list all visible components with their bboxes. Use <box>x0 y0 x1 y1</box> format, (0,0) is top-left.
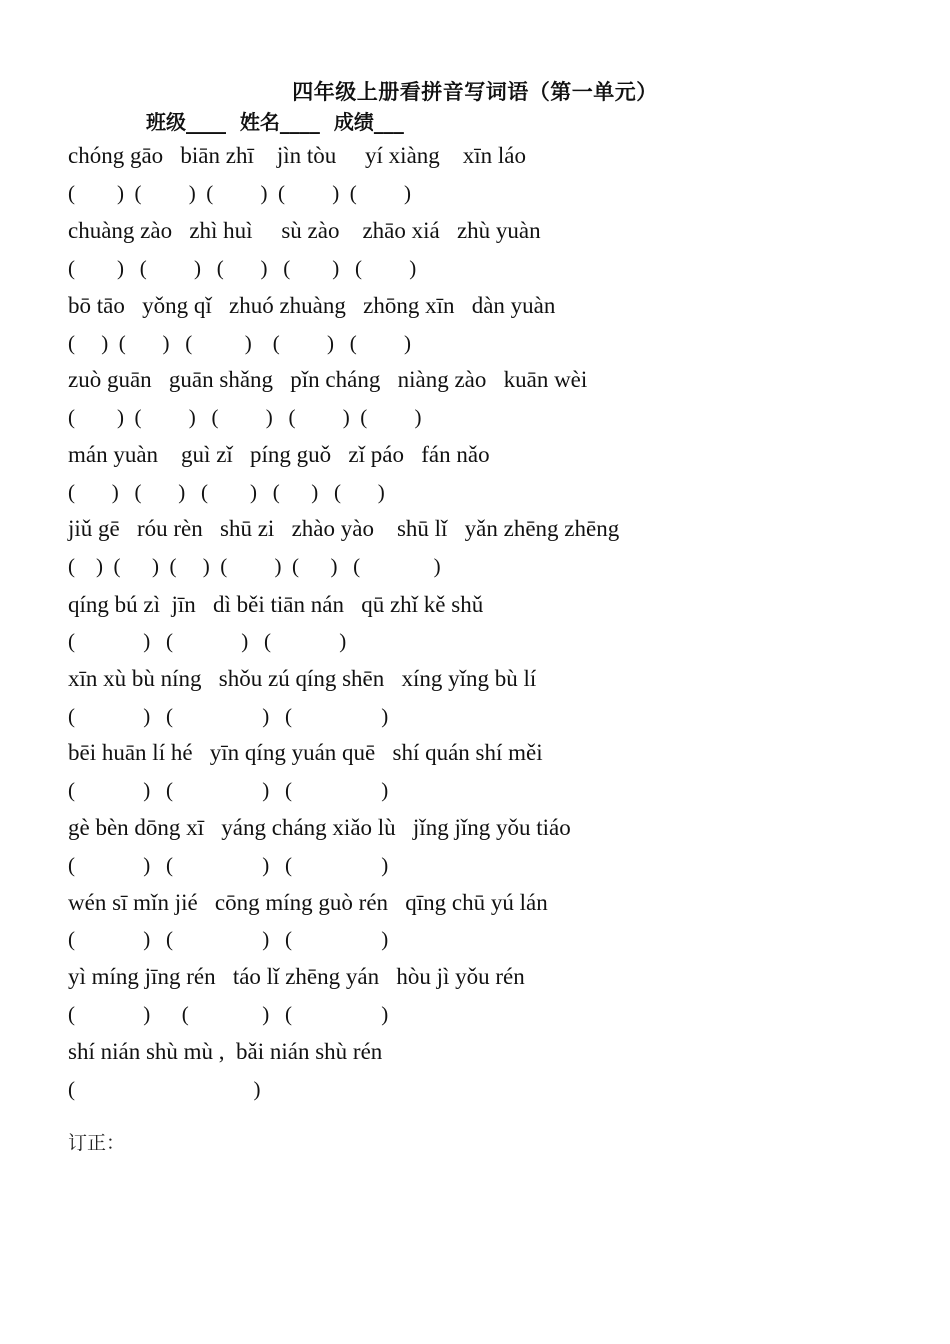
answer-blanks-1: ( ) ( ) ( ) ( ) ( ) <box>68 181 411 205</box>
answer-blanks-6: ( ) ( ) ( ) ( ) ( ) ( ) <box>68 554 441 578</box>
pinyin-line-7: qíng bú zì jīn dì běi tiān nán qū zhǐ kě shǔ <box>68 592 484 617</box>
answer-blanks-5: ( ) ( ) ( ) ( ) ( ) <box>68 480 385 504</box>
answer-blanks-4: ( ) ( ) ( ) ( ) ( ) <box>68 405 422 429</box>
pinyin-line-11: wén sī mǐn jié cōng míng guò rén qīng chū yú lán <box>68 890 548 915</box>
pinyin-line-12: yì míng jīng rén táo lǐ zhēng yán hòu jì yǒu rén <box>68 964 525 989</box>
answer-blanks-8: ( ) ( ) ( ) <box>68 704 389 728</box>
pinyin-line-6: jiǔ gē róu rèn shū zi zhào yào shū lǐ yǎn zhēng zhēng <box>68 516 620 541</box>
answer-blanks-2: ( ) ( ) ( ) ( ) ( ) <box>68 256 417 280</box>
pinyin-line-1: chóng gāo biān zhī jìn tòu yí xiàng xīn láo <box>68 143 527 168</box>
worksheet-title: 四年级上册看拼音写词语（第一单元） <box>292 80 658 104</box>
pinyin-line-13: shí nián shù mù , bǎi nián shù rén <box>68 1039 383 1064</box>
answer-blanks-7: ( ) ( ) ( ) <box>68 629 347 653</box>
pinyin-line-9: bēi huān lí hé yīn qíng yuán quē shí quán shí měi <box>68 740 543 765</box>
correction-label: 订正： <box>68 1132 126 1154</box>
pinyin-line-8: xīn xù bù níng shǒu zú qíng shēn xíng yǐng bù lí <box>68 666 537 691</box>
pinyin-line-5: mán yuàn guì zǐ píng guǒ zǐ páo fán nǎo <box>68 442 490 467</box>
answer-blanks-9: ( ) ( ) ( ) <box>68 778 389 802</box>
answer-blanks-13: ( ) <box>68 1077 261 1101</box>
answer-blanks-12: ( ) ( ) ( ) <box>68 1002 389 1026</box>
student-info-line: 班级____ 姓名____ 成绩___ <box>146 110 404 134</box>
pinyin-line-10: gè bèn dōng xī yáng cháng xiǎo lù jǐng jǐng yǒu tiáo <box>68 815 571 840</box>
answer-blanks-3: ( ) ( ) ( ) ( ) ( ) <box>68 331 411 355</box>
pinyin-line-3: bō tāo yǒng qǐ zhuó zhuàng zhōng xīn dàn yuàn <box>68 293 556 318</box>
pinyin-line-4: zuò guān guān shǎng pǐn cháng niàng zào kuān wèi <box>68 367 588 392</box>
pinyin-line-2: chuàng zào zhì huì sù zào zhāo xiá zhù yuàn <box>68 218 541 243</box>
answer-blanks-11: ( ) ( ) ( ) <box>68 927 389 951</box>
answer-blanks-10: ( ) ( ) ( ) <box>68 853 389 877</box>
